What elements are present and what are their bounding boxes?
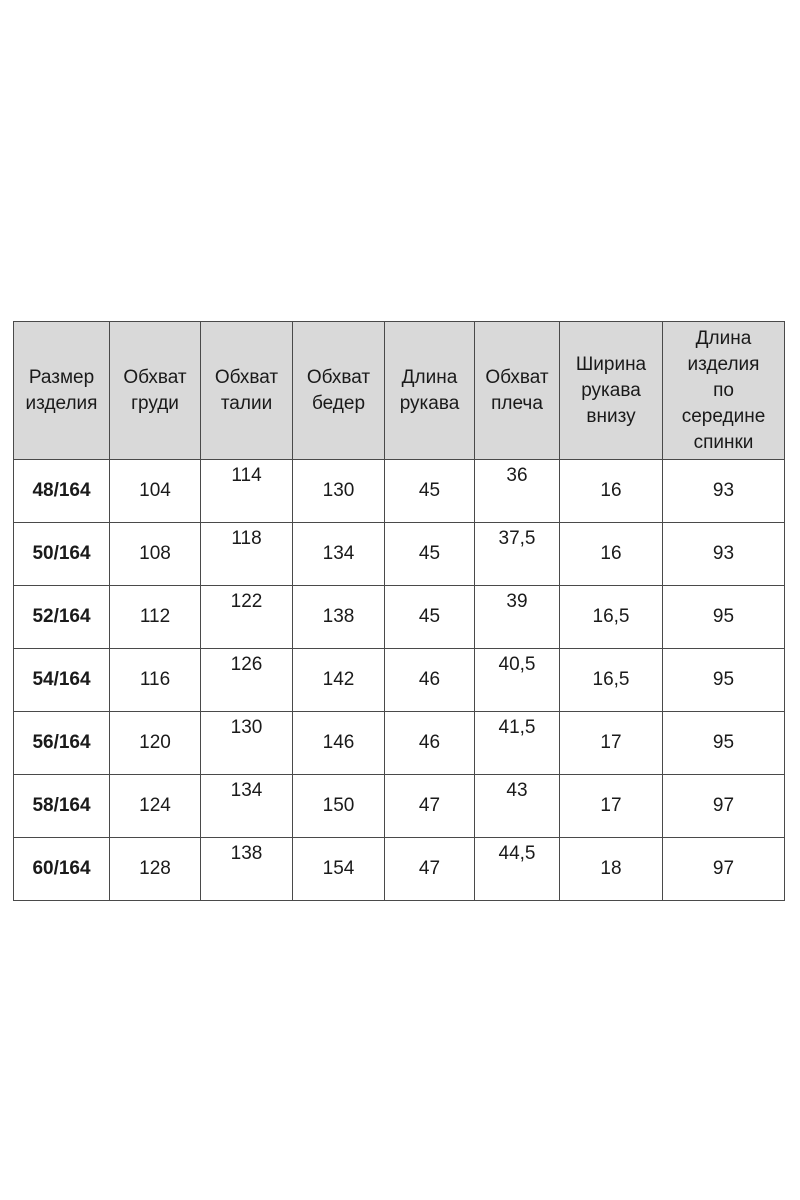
sleeve-width-cell: 17	[560, 712, 663, 775]
sleeve-length-cell: 45	[385, 523, 475, 586]
size-cell: 50/164	[14, 523, 110, 586]
waist-cell: 138	[201, 838, 293, 901]
hips-cell: 142	[293, 649, 385, 712]
hips-cell: 130	[293, 460, 385, 523]
waist-cell: 134	[201, 775, 293, 838]
waist-cell: 118	[201, 523, 293, 586]
back-length-cell: 93	[663, 523, 785, 586]
header-chest: Обхват груди	[110, 322, 201, 460]
table-row	[14, 523, 785, 586]
table-row	[14, 775, 785, 838]
chest-cell: 124	[110, 775, 201, 838]
hips-cell: 134	[293, 523, 385, 586]
back-length-cell: 95	[663, 712, 785, 775]
sleeve-length-cell: 45	[385, 586, 475, 649]
chest-cell: 108	[110, 523, 201, 586]
chest-cell: 104	[110, 460, 201, 523]
sleeve-width-cell: 17	[560, 775, 663, 838]
chest-cell: 120	[110, 712, 201, 775]
shoulder-cell: 36	[475, 460, 560, 523]
size-cell: 52/164	[14, 586, 110, 649]
table-row	[14, 586, 785, 649]
size-cell: 54/164	[14, 649, 110, 712]
sleeve-length-cell: 46	[385, 649, 475, 712]
table-row	[14, 460, 785, 523]
hips-cell: 146	[293, 712, 385, 775]
shoulder-cell: 39	[475, 586, 560, 649]
header-back-length: Длина изделия по середине спинки	[663, 322, 785, 460]
waist-cell: 114	[201, 460, 293, 523]
chest-cell: 116	[110, 649, 201, 712]
back-length-cell: 95	[663, 649, 785, 712]
sleeve-length-cell: 45	[385, 460, 475, 523]
chest-cell: 128	[110, 838, 201, 901]
size-cell: 56/164	[14, 712, 110, 775]
header-sleeve-length: Длина рукава	[385, 322, 475, 460]
size-cell: 48/164	[14, 460, 110, 523]
table-row	[14, 712, 785, 775]
table-row	[14, 838, 785, 901]
sleeve-width-cell: 16	[560, 523, 663, 586]
header-waist: Обхват талии	[201, 322, 293, 460]
shoulder-cell: 40,5	[475, 649, 560, 712]
hips-cell: 154	[293, 838, 385, 901]
back-length-cell: 97	[663, 838, 785, 901]
waist-cell: 126	[201, 649, 293, 712]
header-size: Размер изделия	[14, 322, 110, 460]
size-cell: 60/164	[14, 838, 110, 901]
sleeve-length-cell: 47	[385, 838, 475, 901]
chest-cell: 112	[110, 586, 201, 649]
header-hips: Обхват бедер	[293, 322, 385, 460]
size-chart-table	[13, 321, 785, 901]
hips-cell: 150	[293, 775, 385, 838]
header-sleeve-width: Ширина рукава внизу	[560, 322, 663, 460]
table-row	[14, 649, 785, 712]
sleeve-length-cell: 46	[385, 712, 475, 775]
shoulder-cell: 37,5	[475, 523, 560, 586]
size-cell: 58/164	[14, 775, 110, 838]
header-shoulder: Обхват плеча	[475, 322, 560, 460]
back-length-cell: 95	[663, 586, 785, 649]
shoulder-cell: 41,5	[475, 712, 560, 775]
shoulder-cell: 44,5	[475, 838, 560, 901]
hips-cell: 138	[293, 586, 385, 649]
sleeve-width-cell: 16,5	[560, 586, 663, 649]
table-header-row	[14, 322, 785, 460]
sleeve-length-cell: 47	[385, 775, 475, 838]
waist-cell: 130	[201, 712, 293, 775]
sleeve-width-cell: 18	[560, 838, 663, 901]
back-length-cell: 97	[663, 775, 785, 838]
sleeve-width-cell: 16,5	[560, 649, 663, 712]
waist-cell: 122	[201, 586, 293, 649]
back-length-cell: 93	[663, 460, 785, 523]
sleeve-width-cell: 16	[560, 460, 663, 523]
shoulder-cell: 43	[475, 775, 560, 838]
